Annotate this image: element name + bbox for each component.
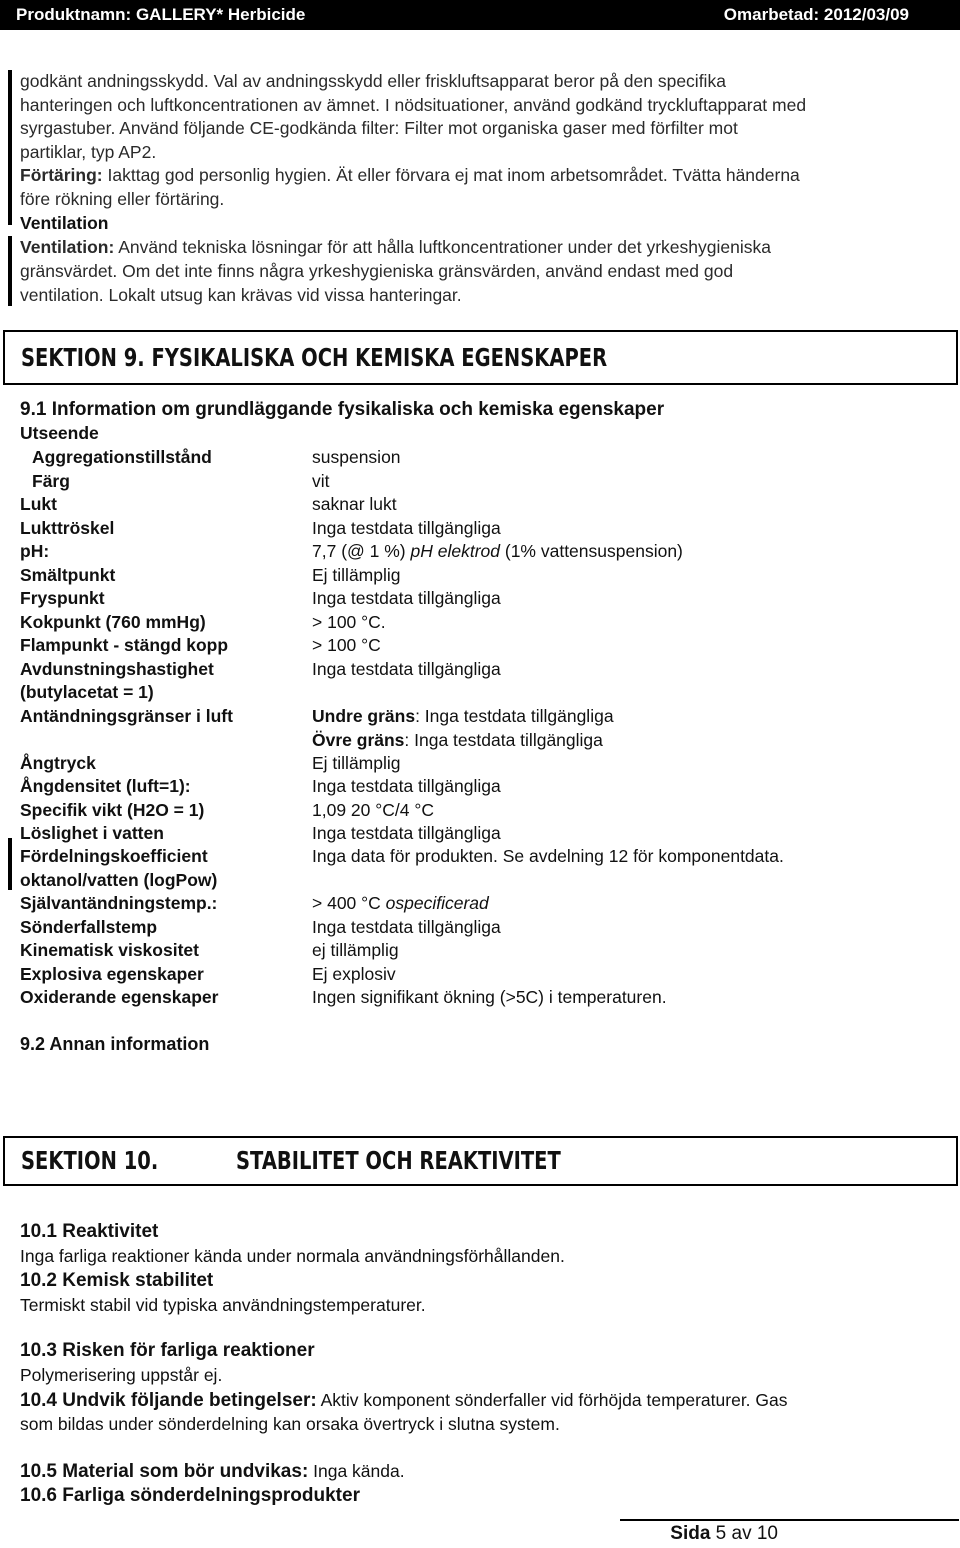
prop-value: Inga testdata tillgängliga — [312, 823, 501, 843]
text-line: godkänt andningsskydd. Val av andningsskydd eller friskluftsapparat beror på den specifika — [20, 71, 726, 91]
prop-label: Avdunstningshastighet — [20, 659, 214, 679]
footer-rule — [620, 1519, 959, 1521]
prop-label: Aggregationstillstånd — [32, 447, 212, 467]
page-number: Sida 5 av 10 — [670, 1523, 778, 1544]
prop-label: Kinematisk viskositet — [20, 940, 199, 960]
prop-label: Löslighet i vatten — [20, 823, 164, 843]
section-10-1-text: Inga farliga reaktioner kända under normala användningsförhållanden. — [20, 1246, 565, 1266]
prop-value-ph: 7,7 (@ 1 %) pH elektrod (1% vattensuspension) — [312, 541, 683, 561]
section-10-header — [3, 1136, 958, 1186]
prop-value: > 100 °C — [312, 635, 381, 655]
ventilation-label: Ventilation: — [20, 237, 115, 257]
prop-label: Explosiva egenskaper — [20, 964, 204, 984]
prop-label: Smältpunkt — [20, 565, 116, 585]
section-10-number: SEKTION 10. — [21, 1146, 159, 1175]
prop-label: Specifik vikt (H2O = 1) — [20, 800, 205, 820]
prop-value: Ingen signifikant ökning (>5C) i temperaturen. — [312, 987, 667, 1007]
ventilation-heading: Ventilation — [20, 213, 109, 233]
change-bar — [8, 236, 12, 306]
text-line: före rökning eller förtäring. — [20, 189, 225, 209]
prop-value-upper-limit: Övre gräns: Inga testdata tillgängliga — [312, 730, 603, 750]
prop-value-lower-limit: Undre gräns: Inga testdata tillgängliga — [312, 706, 614, 726]
prop-label: Färg — [32, 471, 70, 491]
prop-value: 1,09 20 °C/4 °C — [312, 800, 434, 820]
prop-value: Ej tillämplig — [312, 753, 401, 773]
prop-value: Inga testdata tillgängliga — [312, 588, 501, 608]
section-10-3-text: Polymerisering uppstår ej. — [20, 1365, 223, 1385]
prop-label: Ångtryck — [20, 753, 96, 773]
section-10-4-text-cont: som bildas under sönderdelning kan orsaka övertryck i slutna system. — [20, 1414, 560, 1434]
prop-value: > 100 °C. — [312, 612, 386, 632]
prop-value: Ej explosiv — [312, 964, 396, 984]
prop-label: pH: — [20, 541, 50, 561]
prop-value: Inga testdata tillgängliga — [312, 518, 501, 538]
product-name: Produktnamn: GALLERY* Herbicide — [16, 5, 306, 24]
prop-label: Fryspunkt — [20, 588, 105, 608]
section-10-title: STABILITET OCH REAKTIVITET — [236, 1146, 561, 1175]
prop-label: (butylacetat = 1) — [20, 682, 154, 702]
prop-label: Flampunkt - stängd kopp — [20, 635, 229, 655]
section-9-1-heading: 9.1 Information om grundläggande fysikaliska och kemiska egenskaper — [20, 399, 665, 420]
section-10-6-heading: 10.6 Farliga sönderdelningsprodukter — [20, 1485, 360, 1506]
prop-value: Inga testdata tillgängliga — [312, 776, 501, 796]
ventilation-text: Ventilation: Använd tekniska lösningar för att hålla luftkoncentrationer under det yrkeshygieniska — [20, 237, 771, 257]
prop-value: saknar lukt — [312, 494, 397, 514]
text-line: hanteringen och luftkoncentrationen av ämnet. I nödsituationer, använd godkänd tryckluftapparat med — [20, 95, 807, 115]
section-10-3-heading: 10.3 Risken för farliga reaktioner — [20, 1340, 315, 1361]
section-10-2-text: Termiskt stabil vid typiska användningstemperaturer. — [20, 1295, 426, 1315]
prop-value: suspension — [312, 447, 401, 467]
prop-value: Inga testdata tillgängliga — [312, 659, 501, 679]
prop-label: Självantändningstemp.: — [20, 893, 218, 913]
section-10-5-text: 10.5 Material som bör undvikas: Inga kända. — [20, 1461, 405, 1482]
prop-label: Oxiderande egenskaper — [20, 987, 219, 1007]
prop-value: Ej tillämplig — [312, 565, 401, 585]
section-9-2-heading: 9.2 Annan information — [20, 1034, 210, 1054]
prop-label: Antändningsgränser i luft — [20, 706, 233, 726]
prop-label: Lukt — [20, 494, 57, 514]
section-10-4-text: 10.4 Undvik följande betingelser: Aktiv komponent sönderfaller vid förhöjda temperaturer. Gas — [20, 1390, 788, 1411]
prop-label: Sönderfallstemp — [20, 917, 158, 937]
change-bar — [8, 70, 12, 225]
section-10-2-heading: 10.2 Kemisk stabilitet — [20, 1270, 214, 1291]
change-bar — [8, 838, 12, 890]
section-10-1-heading: 10.1 Reaktivitet — [20, 1221, 159, 1242]
prop-value-autoignition: > 400 °C ospecificerad — [312, 893, 489, 913]
prop-value: Inga data för produkten. Se avdelning 12 för komponentdata. — [312, 846, 784, 866]
section-10-4-heading: 10.4 Undvik följande betingelser: — [20, 1390, 317, 1411]
text-line: ventilation. Lokalt utsug kan krävas vid vissa hanteringar. — [20, 285, 462, 305]
text-line: gränsvärdet. Om det inte finns några yrkeshygieniska gränsvärden, använd endast med god — [20, 261, 734, 281]
section-9-header — [3, 330, 958, 385]
text-line: partiklar, typ AP2. — [20, 142, 157, 162]
ingestion-text: Förtäring: Iakttag god personlig hygien. Ät eller förvara ej mat inom arbetsområdet. Tvätta händerna — [20, 165, 800, 185]
ingestion-label: Förtäring: — [20, 165, 103, 185]
section-9-title: SEKTION 9. FYSIKALISKA OCH KEMISKA EGENSKAPER — [21, 343, 608, 372]
page-header — [0, 0, 960, 30]
revision-date: Omarbetad: 2012/03/09 — [723, 5, 909, 24]
prop-label: Ångdensitet (luft=1): — [20, 776, 191, 796]
prop-label: Lukttröskel — [20, 518, 115, 538]
prop-label: Kokpunkt (760 mmHg) — [20, 612, 206, 632]
section-10-5-heading: 10.5 Material som bör undvikas: — [20, 1461, 309, 1482]
prop-value: Inga testdata tillgängliga — [312, 917, 501, 937]
prop-value: vit — [312, 471, 330, 491]
text-line: syrgastuber. Använd följande CE-godkända filter: Filter mot organiska gaser med förfilter mot — [20, 118, 738, 138]
prop-label: Fördelningskoefficient — [20, 846, 208, 866]
prop-label: oktanol/vatten (logPow) — [20, 870, 218, 890]
appearance-heading: Utseende — [20, 423, 99, 443]
prop-value: ej tillämplig — [312, 940, 399, 960]
